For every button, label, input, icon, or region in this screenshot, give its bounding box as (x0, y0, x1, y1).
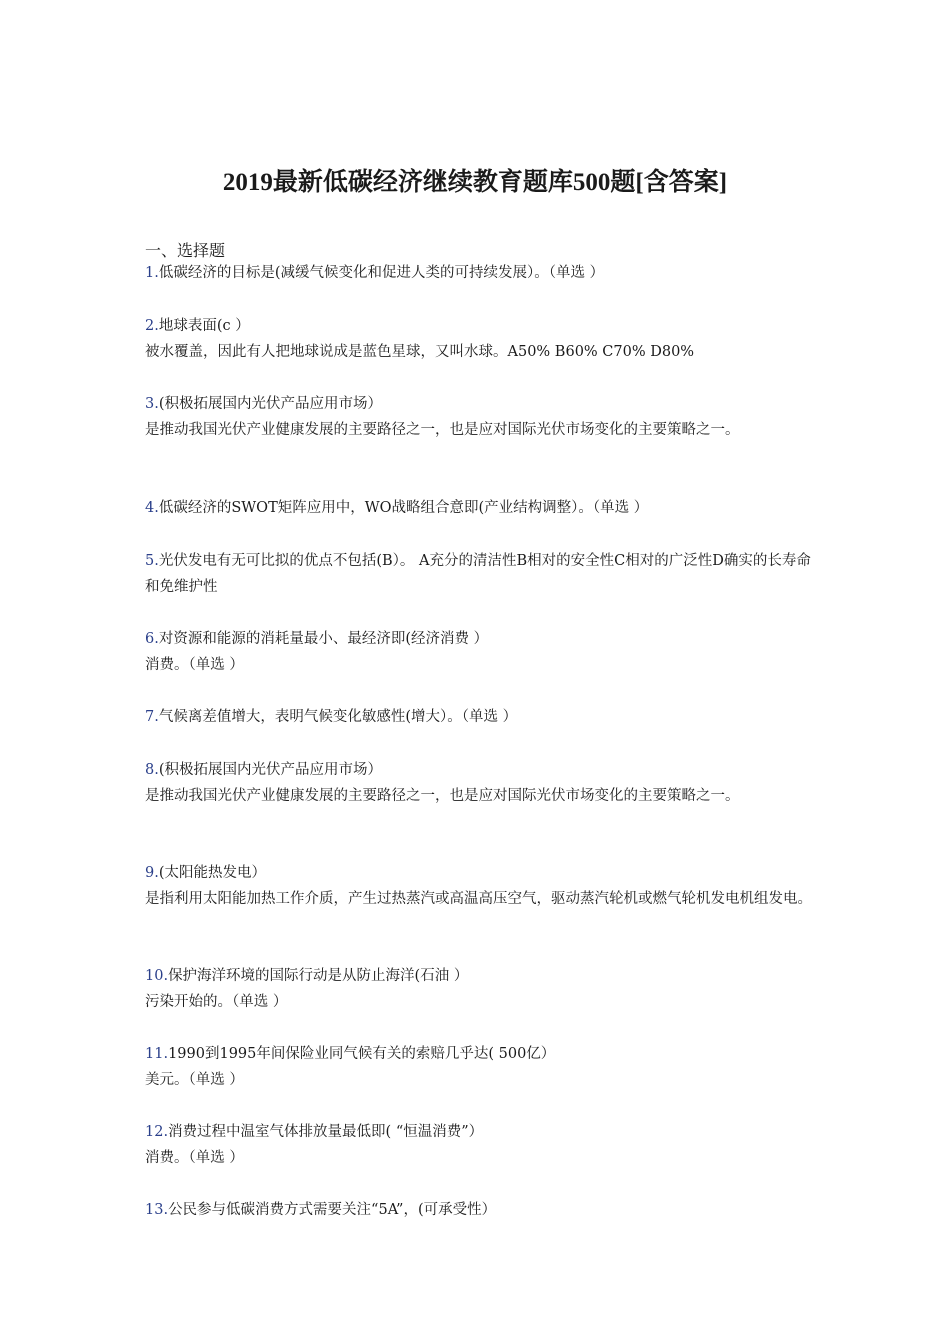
question-7 (145, 704, 815, 730)
question-text: 1990到1995年间保险业同气候有关的索赔几乎达( 500亿） 美元。（单选 ） (145, 1046, 556, 1088)
question-text: 气候离差值增大，表明气候变化敏感性(增大）。（单选 ） (158, 709, 518, 725)
question-13 (145, 1197, 815, 1223)
question-8 (145, 757, 815, 809)
question-number: 6. (145, 631, 159, 647)
question-text: 公民参与低碳消费方式需要关注“5A”，(可承受性） (168, 1202, 497, 1218)
question-number: 4. (145, 500, 159, 516)
question-number: 12. (145, 1124, 169, 1140)
question-text: (太阳能热发电） 是指利用太阳能加热工作介质，产生过热蒸汽或高温高压空气，驱动蒸汽轮机或燃气轮机发电机组发电。 (145, 865, 812, 907)
question-number: 3. (145, 396, 159, 412)
section-heading: 一、选择题 (145, 241, 226, 260)
question-text: 对资源和能源的消耗量最小、最经济即(经济消费 ） 消费。（单选 ） (145, 631, 489, 673)
question-12 (145, 1119, 815, 1171)
question-text: 保护海洋环境的国际行动是从防止海洋(石油 ） 污染开始的。（单选 ） (145, 968, 469, 1010)
question-4 (145, 495, 815, 521)
question-text: 低碳经济的SWOT矩阵应用中，WO战略组合意即(产业结构调整）。（单选 ） (158, 500, 649, 516)
question-text: (积极拓展国内光伏产品应用市场） 是推动我国光伏产业健康发展的主要路径之一，也是应对国际光伏市场变化的主要策略之一。 (145, 396, 740, 438)
question-number: 9. (145, 865, 159, 881)
question-3 (145, 391, 815, 443)
question-number: 8. (145, 762, 159, 778)
question-6 (145, 626, 815, 678)
question-number: 7. (145, 709, 159, 725)
question-text: (积极拓展国内光伏产品应用市场） 是推动我国光伏产业健康发展的主要路径之一，也是应对国际光伏市场变化的主要策略之一。 (145, 762, 740, 804)
question-11 (145, 1041, 815, 1093)
question-number: 13. (145, 1202, 169, 1218)
question-text: 光伏发电有无可比拟的优点不包括(B）。 A充分的清洁性B相对的安全性C相对的广泛性D确实的长寿命和免维护性 (145, 553, 811, 595)
question-number: 2. (145, 318, 159, 334)
question-1 (145, 260, 815, 286)
document-title: 2019最新低碳经济继续教育题库500题[含答案] (222, 169, 728, 196)
question-text: 消费过程中温室气体排放量最低即( “恒温消费”） 消费。（单选 ） (145, 1124, 484, 1166)
question-text: 地球表面(c ） 被水覆盖，因此有人把地球说成是蓝色星球，又叫水球。A50% B60% C70% D80% (145, 318, 695, 360)
question-10 (145, 963, 815, 1015)
question-5 (145, 548, 815, 600)
question-text: 低碳经济的目标是(减缓气候变化和促进人类的可持续发展）。（单选 ） (158, 265, 605, 281)
question-number: 1. (145, 265, 159, 281)
question-number: 10. (145, 968, 169, 984)
question-number: 11. (145, 1046, 169, 1062)
question-9 (145, 860, 815, 912)
question-2 (145, 313, 815, 365)
question-number: 5. (145, 553, 159, 569)
